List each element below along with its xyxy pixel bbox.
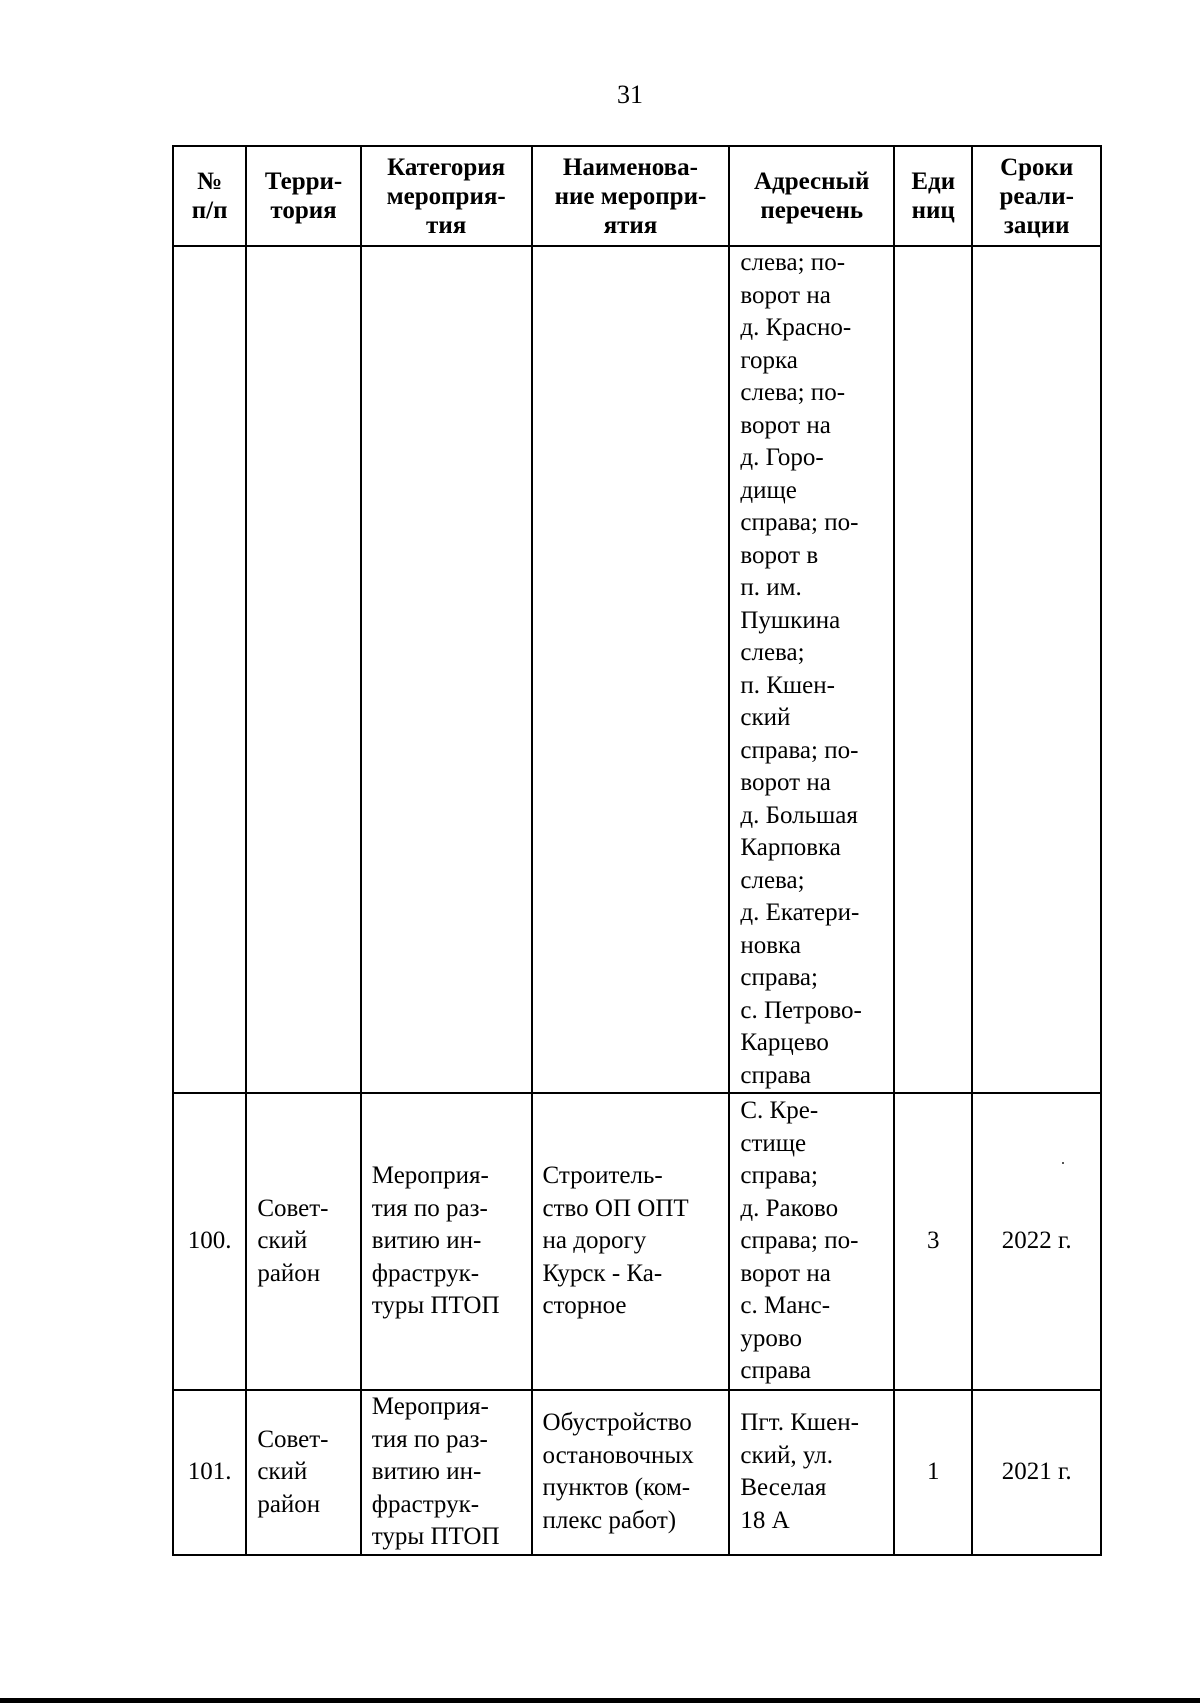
cell-territory [246, 246, 360, 1093]
text-line: тия по раз- [371, 1425, 488, 1453]
cell-units [894, 246, 972, 1093]
text-line: слева; [740, 639, 805, 666]
text-line: Пушкина [740, 606, 841, 634]
text-line: ворот на [740, 769, 831, 796]
text-line: реали- [999, 182, 1074, 210]
page-number: 31 [617, 80, 643, 109]
text-line: Строитель- [542, 1162, 663, 1190]
header-measure-name [532, 146, 730, 246]
text-line: ворот в [740, 541, 819, 569]
text-line: С. Кре- [740, 1097, 819, 1125]
text-line: тия по раз- [371, 1194, 488, 1222]
text-line: справа; по- [740, 1227, 859, 1255]
text-line: сторное [542, 1292, 627, 1320]
table-row [173, 1093, 1101, 1390]
cell-units: 3 [894, 1093, 972, 1390]
cell-territory [246, 1093, 360, 1390]
text-line: район [257, 1490, 321, 1518]
text-line: д. Екатери- [740, 899, 860, 926]
cell-term: 2021 г. [972, 1390, 1101, 1555]
cell-measure-name [532, 246, 730, 1093]
header-address-list [729, 146, 894, 246]
text-line: с. Манс- [740, 1292, 831, 1320]
text-line: слева; [740, 866, 805, 894]
text-line: ние меропри- [554, 182, 707, 210]
text-line: справа; [740, 1162, 818, 1190]
text-line: мероприя- [386, 182, 506, 210]
text-line: Карцево [740, 1029, 829, 1056]
text-line: ский [740, 704, 791, 731]
header-units [894, 146, 972, 246]
text-line: плекс работ) [542, 1506, 677, 1534]
text-line: ворот на [740, 411, 831, 439]
text-line: ворот на [740, 281, 831, 309]
cell-address-list [729, 246, 894, 1093]
text-line: на дорогу [542, 1227, 647, 1255]
text-line: Пгт. Кшен- [740, 1409, 859, 1437]
text-line: витию ин- [371, 1227, 482, 1255]
text-line: фраструк- [371, 1259, 480, 1287]
text-line: слева; по- [740, 379, 846, 406]
cell-address-list [729, 1093, 894, 1390]
text-line: с. Петрово- [740, 996, 862, 1024]
text-line: Мероприя- [371, 1162, 489, 1190]
text-line: д. Раково [740, 1194, 839, 1222]
cell-category [361, 1390, 532, 1555]
text-line: остановочных [542, 1441, 694, 1469]
text-line: туры ПТОП [371, 1523, 500, 1550]
header-category [361, 146, 532, 246]
cell-measure-name [532, 1390, 730, 1555]
table-row-continuation [173, 246, 1101, 1093]
cell-address-list [729, 1390, 894, 1555]
cell-category [361, 246, 532, 1093]
table-row [173, 1390, 1101, 1555]
text-line: ниц [911, 197, 955, 224]
cell-category [361, 1093, 532, 1390]
measures-table [172, 145, 1102, 1556]
text-line: Наименова- [562, 153, 698, 181]
text-line: витию ин- [371, 1458, 482, 1485]
text-line: новка [740, 931, 801, 959]
text-line: д. Горо- [740, 444, 824, 471]
cell-territory [246, 1390, 360, 1555]
text-line: пунктов (ком- [542, 1474, 691, 1502]
text-line: д. Большая [740, 801, 858, 829]
text-line: Еди [911, 168, 956, 195]
text-line: справа; [740, 964, 818, 991]
text-line: Сроки [1000, 153, 1074, 181]
text-line: Терри- [264, 168, 343, 195]
text-line: № [197, 168, 223, 195]
header-number [173, 146, 246, 246]
cell-number: 100. [173, 1093, 246, 1390]
text-line: горка [740, 346, 798, 374]
text-line: Совет- [257, 1194, 329, 1222]
cell-measure-name [532, 1093, 730, 1390]
text-line: Карповка [740, 834, 841, 861]
text-line: 18 А [740, 1506, 790, 1534]
scan-bottom-edge [0, 1698, 1200, 1703]
text-line: справа [740, 1061, 812, 1089]
header-term [972, 146, 1101, 246]
text-line: фраструк- [371, 1490, 480, 1518]
text-line: ворот на [740, 1259, 831, 1287]
text-line: д. Красно- [740, 314, 852, 341]
text-line: тория [270, 197, 337, 224]
table-header-row [173, 146, 1101, 246]
text-line: справа; по- [740, 509, 859, 536]
text-line: тия [426, 211, 467, 239]
text-line: туры ПТОП [371, 1292, 500, 1320]
scan-speck [1062, 1162, 1064, 1164]
text-line: Обустройство [542, 1409, 692, 1437]
text-line: район [257, 1259, 321, 1287]
text-line: ятия [603, 211, 658, 239]
text-line: Веселая [740, 1474, 827, 1502]
cell-number: 101. [173, 1390, 246, 1555]
text-line: п. им. [740, 574, 802, 601]
text-line: справа; по- [740, 736, 859, 764]
text-line: дище [740, 476, 797, 504]
cell-number [173, 246, 246, 1093]
text-line: урово [740, 1324, 803, 1352]
text-line: Мероприя- [371, 1393, 489, 1420]
cell-term [972, 246, 1101, 1093]
text-line: п/п [191, 197, 228, 224]
header-territory [246, 146, 360, 246]
text-line: ство ОП ОПТ [542, 1194, 689, 1222]
text-line: Категория [387, 153, 506, 181]
text-line: стище [740, 1129, 807, 1157]
text-line: зации [1003, 211, 1070, 239]
cell-units: 1 [894, 1390, 972, 1555]
text-line: Курск - Ка- [542, 1259, 663, 1287]
text-line: ский [257, 1458, 308, 1485]
text-line: справа [740, 1357, 812, 1385]
text-line: перечень [760, 197, 864, 224]
text-line: п. Кшен- [740, 671, 835, 699]
text-line: слева; по- [740, 249, 846, 276]
text-line: Адресный [754, 168, 870, 195]
text-line: Совет- [257, 1425, 329, 1453]
text-line: ский, ул. [740, 1441, 834, 1469]
cell-term: 2022 г. [972, 1093, 1101, 1390]
text-line: ский [257, 1227, 308, 1255]
